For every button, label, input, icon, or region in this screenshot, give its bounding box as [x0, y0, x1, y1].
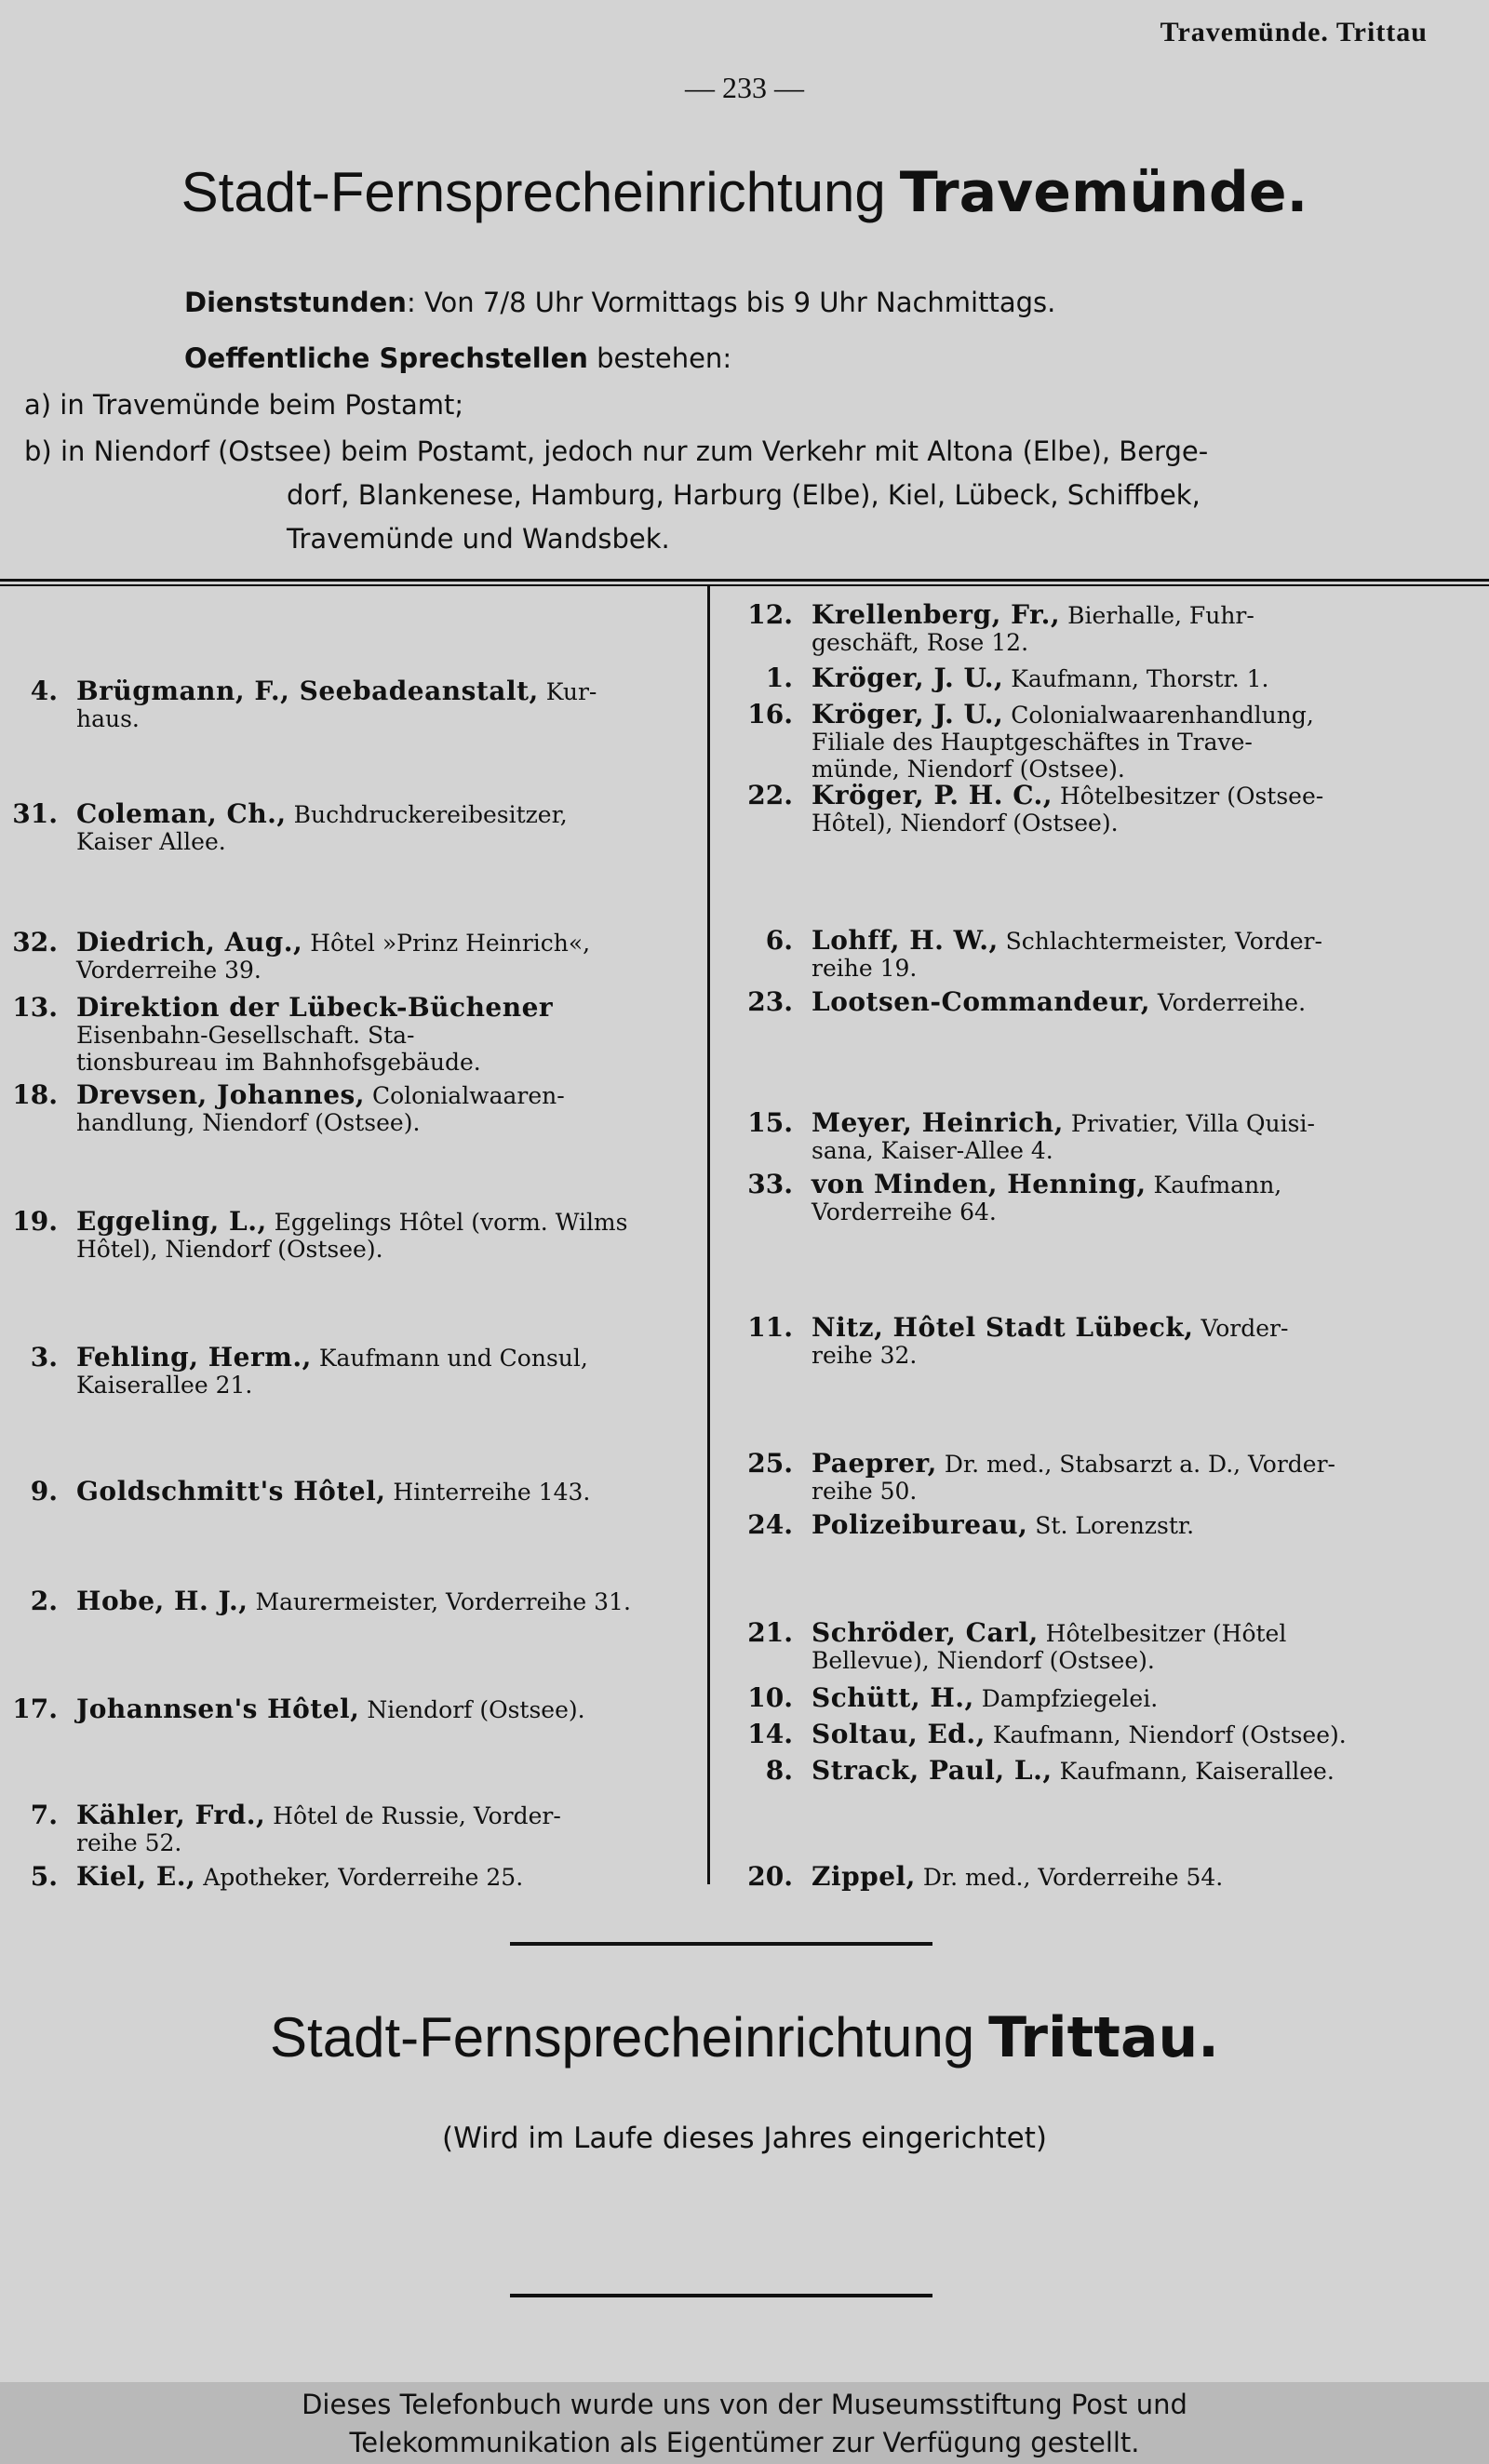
entry-text: [812, 1757, 1379, 1785]
entry-number: 22.: [747, 780, 793, 810]
entry-name: Schröder, Carl,: [812, 1617, 1039, 1648]
entry-name: Nitz, Hôtel Stadt Lübeck,: [812, 1312, 1194, 1343]
entry-detail: Privatier, Villa Quisi-: [1063, 1110, 1315, 1137]
entry-text: [812, 988, 1379, 1016]
entry-text: [812, 782, 1379, 837]
service-hours: [184, 287, 1055, 318]
entry-detail: St. Lorenzstr.: [1027, 1512, 1195, 1539]
entry-detail: Hôtelbesitzer (Hôtel: [1038, 1620, 1287, 1647]
entry-text: [76, 994, 644, 1076]
entry-number: 6.: [765, 925, 793, 956]
entry-number: 17.: [12, 1694, 58, 1724]
column-divider: [707, 586, 710, 1884]
entry-detail-continued: Vorderreihe 64.: [812, 1199, 997, 1225]
entry-number: 19.: [12, 1206, 58, 1237]
entry-detail: Kaufmann, Niendorf (Ostsee).: [985, 1721, 1347, 1748]
entry-number: 1.: [765, 663, 793, 693]
entry-text: [812, 701, 1379, 783]
entry-detail-continued: reihe 19.: [812, 955, 918, 982]
entry-number: 21.: [747, 1617, 793, 1648]
entry-text: [812, 1450, 1379, 1505]
location-b-line3: Travemünde und Wandsbek.: [287, 523, 670, 555]
rule-below-trittau: [510, 2294, 932, 2297]
entry-number: 23.: [747, 986, 793, 1017]
entry-detail: Kaufmann, Thorstr. 1.: [1003, 665, 1269, 692]
entry-detail-continued: tionsbureau im Bahnhofsgebäude.: [76, 1049, 481, 1076]
entry-text: [812, 1314, 1379, 1369]
running-head: Travemünde. Trittau: [1160, 17, 1428, 47]
entry-name: Paeprer,: [812, 1448, 937, 1479]
entry-name: Coleman, Ch.,: [76, 798, 287, 829]
entry-number: 32.: [12, 927, 58, 957]
entry-detail-continued: Bellevue), Niendorf (Ostsee).: [812, 1647, 1155, 1674]
entry-detail: Kur-: [538, 678, 597, 705]
entry-name: Hobe, H. J.,: [76, 1586, 248, 1616]
section-title-travemuende: [0, 160, 1489, 225]
entry-detail: Dampfziegelei.: [973, 1685, 1159, 1712]
entry-number: 3.: [30, 1342, 58, 1373]
entry-number: 15.: [747, 1107, 793, 1138]
entry-detail-continued: Kaiserallee 21.: [76, 1372, 253, 1399]
entry-name: Kiel, E.,: [76, 1861, 196, 1892]
entry-number: 25.: [747, 1448, 793, 1479]
entry-detail: Schlachtermeister, Vorder-: [998, 928, 1322, 955]
entry-name: Eggeling, L.,: [76, 1206, 267, 1237]
entry-detail: Buchdruckereibesitzer,: [286, 801, 568, 828]
entry-name: Kröger, J. U.,: [812, 663, 1004, 693]
footer-credit: [0, 2382, 1489, 2464]
entry-detail-continued: Vorderreihe 39.: [76, 957, 262, 984]
entry-detail: Dr. med., Vorderreihe 54.: [915, 1864, 1224, 1891]
entry-text: [812, 927, 1379, 982]
entry-name: Drevsen, Johannes,: [76, 1079, 366, 1110]
entry-detail-continued: Eisenbahn-Gesellschaft. Sta-: [76, 1022, 415, 1049]
entry-number: 10.: [747, 1682, 793, 1713]
entry-number: 31.: [12, 798, 58, 829]
entry-number: 2.: [30, 1586, 58, 1616]
entry-text: [76, 1863, 644, 1891]
entry-text: [812, 601, 1379, 656]
public-text: bestehen:: [587, 342, 732, 374]
entry-text: [812, 1619, 1379, 1674]
entry-detail: Colonialwaaren-: [365, 1082, 565, 1109]
page-number: — 233 —: [685, 71, 804, 104]
location-a: a) in Travemünde beim Postamt;: [24, 389, 464, 421]
entry-name: Lohff, H. W.,: [812, 925, 999, 956]
entry-text: [812, 1863, 1379, 1891]
entry-detail: Hôtelbesitzer (Ostsee-: [1053, 783, 1324, 810]
entry-detail-continued: geschäft, Rose 12.: [812, 629, 1029, 656]
location-b-line1: b) in Niendorf (Ostsee) beim Postamt, jedoch nur zum Verkehr mit Altona (Elbe), Berge-: [24, 435, 1209, 467]
entry-text: [76, 929, 644, 984]
title-prefix: Stadt-Fernsprecheinrichtung: [270, 2006, 975, 2069]
entry-detail-continued: münde, Niendorf (Ostsee).: [812, 756, 1125, 783]
entry-name: Diedrich, Aug.,: [76, 927, 303, 957]
entry-name: Goldschmitt's Hôtel,: [76, 1476, 386, 1507]
footer-line1: Dieses Telefonbuch wurde uns von der Museumsstiftung Post und: [302, 2389, 1187, 2420]
footer-line2: Telekommunikation als Eigentümer zur Verfügung gestellt.: [349, 2427, 1140, 2458]
entry-detail: Hinterreihe 143.: [385, 1479, 591, 1506]
entry-name: Johannsen's Hôtel,: [76, 1694, 360, 1724]
entry-name: Polizeibureau,: [812, 1509, 1028, 1540]
rule-above-trittau: [510, 1942, 932, 1946]
entry-name: Fehling, Herm.,: [76, 1342, 312, 1373]
entry-name: von Minden, Henning,: [812, 1169, 1147, 1199]
entry-text: [812, 1684, 1379, 1712]
entry-name: Krellenberg, Fr.,: [812, 599, 1061, 630]
entry-text: [812, 1109, 1379, 1164]
entry-name: Schütt, H.,: [812, 1682, 974, 1713]
entry-name: Meyer, Heinrich,: [812, 1107, 1064, 1138]
entry-number: 4.: [30, 676, 58, 706]
entry-text: [76, 800, 644, 855]
hours-text: : Von 7/8 Uhr Vormittags bis 9 Uhr Nachmittags.: [406, 287, 1056, 318]
entry-text: [76, 677, 644, 732]
entry-number: 24.: [747, 1509, 793, 1540]
entry-number: 13.: [12, 992, 58, 1023]
entry-number: 14.: [747, 1719, 793, 1749]
entry-number: 20.: [747, 1861, 793, 1892]
entry-detail: Apotheker, Vorderreihe 25.: [195, 1864, 524, 1891]
entry-detail-continued: handlung, Niendorf (Ostsee).: [76, 1109, 421, 1136]
entry-name: Kröger, J. U.,: [812, 699, 1004, 730]
hours-label: Dienststunden: [184, 287, 407, 318]
entry-text: [812, 1511, 1379, 1539]
entry-number: 11.: [747, 1312, 793, 1343]
entry-detail-continued: sana, Kaiser-Allee 4.: [812, 1137, 1053, 1164]
entry-text: [812, 1721, 1379, 1748]
entry-number: 7.: [30, 1800, 58, 1830]
entry-name: Direktion der Lübeck-Büchener: [76, 992, 554, 1023]
entry-detail-continued: reihe 32.: [812, 1342, 918, 1369]
entry-detail: Niendorf (Ostsee).: [359, 1696, 585, 1723]
section-title-trittau: [0, 2005, 1489, 2070]
entry-detail-continued: Filiale des Hauptgeschäftes in Trave-: [812, 729, 1253, 756]
entry-number: 5.: [30, 1861, 58, 1892]
entry-detail: Kaufmann, Kaiserallee.: [1052, 1758, 1335, 1785]
entry-name: Lootsen-Commandeur,: [812, 986, 1150, 1017]
entry-detail-continued: reihe 52.: [76, 1829, 182, 1856]
title-prefix: Stadt-Fernsprecheinrichtung: [181, 161, 886, 223]
entry-detail: Kaufmann und Consul,: [311, 1345, 588, 1372]
entry-text: [76, 1081, 644, 1136]
entry-detail-continued: Kaiser Allee.: [76, 828, 226, 855]
title-place: Trittau.: [988, 2005, 1219, 2070]
entry-number: 8.: [765, 1755, 793, 1786]
entry-detail: Vorderreihe.: [1149, 989, 1307, 1016]
entry-number: 18.: [12, 1079, 58, 1110]
entry-detail: Hôtel »Prinz Heinrich«,: [302, 930, 591, 957]
entry-text: [76, 1344, 644, 1399]
section-divider: [0, 579, 1489, 586]
entry-text: [76, 1695, 644, 1723]
entry-detail-continued: haus.: [76, 705, 140, 732]
public-stations: [184, 342, 731, 374]
entry-name: Kröger, P. H. C.,: [812, 780, 1053, 810]
entry-number: 9.: [30, 1476, 58, 1507]
entry-detail-continued: Hôtel), Niendorf (Ostsee).: [76, 1236, 383, 1263]
public-label: Oeffentliche Sprechstellen: [184, 342, 588, 374]
entry-text: [76, 1478, 644, 1506]
entry-text: [76, 1208, 644, 1263]
entry-detail: Hôtel de Russie, Vorder-: [265, 1802, 561, 1829]
entry-text: [76, 1801, 644, 1856]
entry-number: 12.: [747, 599, 793, 630]
entry-text: [812, 1171, 1379, 1225]
entry-number: 16.: [747, 699, 793, 730]
entry-detail: Maurermeister, Vorderreihe 31.: [248, 1588, 631, 1615]
entry-name: Zippel,: [812, 1861, 916, 1892]
title-place: Travemünde.: [899, 160, 1308, 225]
entry-text: [76, 1587, 644, 1615]
entry-detail-continued: reihe 50.: [812, 1478, 918, 1505]
entry-name: Kähler, Frd.,: [76, 1800, 266, 1830]
entry-detail: Vorder-: [1193, 1315, 1289, 1342]
entry-detail: Eggelings Hôtel (vorm. Wilms: [266, 1209, 628, 1236]
entry-detail: Kaufmann,: [1146, 1172, 1282, 1199]
entry-detail: Dr. med., Stabsarzt a. D., Vorder-: [936, 1451, 1335, 1478]
entry-name: Soltau, Ed.,: [812, 1719, 986, 1749]
entry-text: [812, 664, 1379, 692]
entry-name: Brügmann, F., Seebadeanstalt,: [76, 676, 539, 706]
location-b: [24, 430, 1420, 561]
entry-detail: Colonialwaarenhandlung,: [1003, 702, 1314, 729]
entry-number: 33.: [747, 1169, 793, 1199]
trittau-note: (Wird im Laufe dieses Jahres eingerichtet): [442, 2122, 1047, 2155]
entry-name: Strack, Paul, L.,: [812, 1755, 1053, 1786]
entry-detail: Bierhalle, Fuhr-: [1060, 602, 1254, 629]
location-b-line2: dorf, Blankenese, Hamburg, Harburg (Elbe), Kiel, Lübeck, Schiffbek,: [287, 479, 1201, 511]
entry-detail-continued: Hôtel), Niendorf (Ostsee).: [812, 810, 1119, 837]
